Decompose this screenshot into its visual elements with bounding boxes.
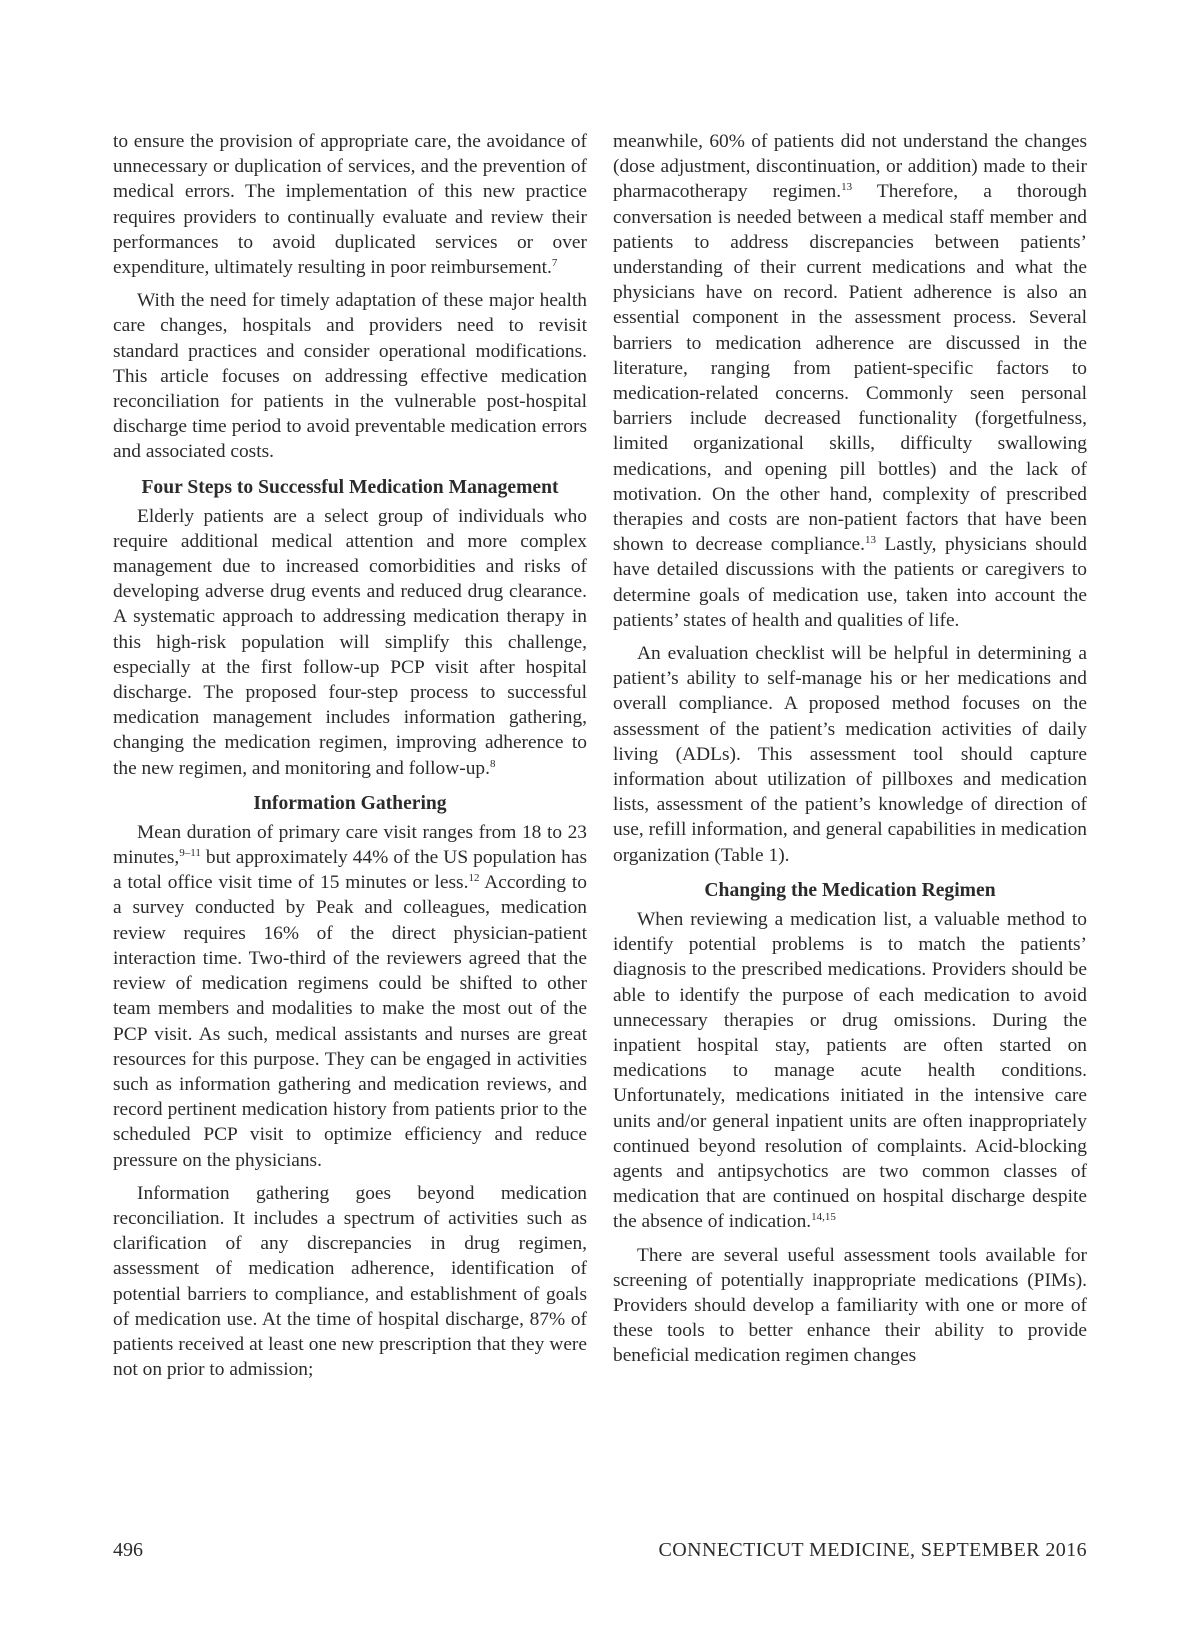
section-heading: Four Steps to Successful Medication Management — [141, 476, 559, 498]
citation-ref: 12 — [468, 872, 480, 885]
citation-ref: 7 — [551, 257, 558, 270]
paragraph: Information gathering goes beyond medication reconciliation. It includes a spectrum of activities such as clarification of any discrepancies in drug regimen, assessment of medication adherence, identification of potential barriers to compliance, and establishment of goals of medication use. At the time of hospital discharge, 87% of patients received at least one new prescription that they were not on prior to admission; — [113, 1182, 587, 1381]
paragraph: With the need for timely adaptation of these major health care changes, hospitals and providers need to revisit standard practices and consider operational modifications. This article focuses on addressing effective medication reconciliation for patients in the vulnerable post-hospital discharge time period to avoid preventable medication errors and associated costs. — [113, 290, 587, 463]
page-number: 496 — [113, 1539, 143, 1561]
section-heading: Information Gathering — [253, 792, 447, 814]
section-heading: Changing the Medication Regimen — [704, 879, 996, 901]
citation-ref: 13 — [841, 181, 853, 194]
citation-ref: 13 — [865, 534, 877, 547]
paragraph: When reviewing a medication list, a valuable method to identify potential problems is to match the patients’ diagnosis to the prescribed medications. Providers should be able to identify the purpose of each medication to avoid unnecessary therapies or drug omissions. During the inpatient hospital stay, patients are often started on medications to manage acute health conditions. Unfortunately, medications initiated in the intensive care units and/or general inpatient units are often inappropriately continued beyond resolution of complaints. Acid-blocking agents and antipsychotics are two common classes of medication that are continued on hospital discharge despite the absence of indication.$^{14,15}$ — [613, 908, 1087, 1233]
citation-ref: 8 — [489, 757, 496, 770]
paragraph: There are several useful assessment tools available for screening of potentially inappropriate medications (PIMs). Providers should develop a familiarity with one or more of these tools to better enhance their ability to provide beneficial medication regimen changes — [613, 1244, 1087, 1367]
left-column — [113, 129, 587, 1382]
right-column — [613, 129, 1087, 1369]
paragraph: Elderly patients are a select group of individuals who require additional medical attention and more complex management due to increased comorbidities and risks of developing adverse drug events and reduced drug clearance. A systematic approach to addressing medication therapy in this high-risk population will simplify this challenge, especially at the first follow-up PCP visit after hospital discharge. The proposed four-step process to successful medication management includes information gathering, changing the medication regimen, improving adherence to the new regimen, and monitoring and follow-up.$^8$ — [113, 505, 587, 779]
paragraph: meanwhile, 60% of patients did not understand the changes (dose adjustment, discontinuation, or addition) made to their pharmacotherapy regimen.$^{13}$ Therefore, a thorough conversation is needed between a medical staff member and patients to address discrepancies between patients’ understanding of their current medications and what the physicians have on record. Patient adherence is also an essential component in the assessment process. Several barriers to medication adherence are discussed in the literature, ranging from patient-specific factors to medication-related concerns. Commonly seen personal barriers include decreased functionality (forgetfulness, limited organizational skills, difficulty swallowing medications, and opening pill bottles) and the lack of motivation. On the other hand, complexity of prescribed therapies and costs are non-patient factors that have been shown to decrease compliance.$^{13}$ Lastly, physicians should have detailed discussions with the patients or caregivers to determine goals of medication use, taken into account the patients’ states of health and qualities of life. — [613, 131, 1087, 631]
citation-ref: 9–11 — [179, 847, 201, 860]
paragraph: to ensure the provision of appropriate care, the avoidance of unnecessary or duplication of services, and the prevention of medical errors. The implementation of this new practice requires providers to continually evaluate and review their performances to avoid duplicated services or over expenditure, ultimately resulting in poor reimbursement.$^7$ — [113, 131, 587, 279]
paragraph: An evaluation checklist will be helpful in determining a patient’s ability to self-manage his or her medications and overall compliance. A proposed method focuses on the assessment of the patient’s medication activities of daily living (ADLs). This assessment tool should capture information about utilization of pillboxes and medication lists, assessment of the patient’s knowledge of direction of use, refill information, and general capabilities in medication organization (Table 1). — [613, 643, 1087, 866]
journal-footer: CONNECTICUT MEDICINE, SEPTEMBER 2016 — [658, 1539, 1087, 1561]
citation-ref: 14,15 — [811, 1211, 836, 1224]
paragraph: Mean duration of primary care visit ranges from 18 to 23 minutes,$^{9-11}$ but approximately 44% of the US population has a total office visit time of 15 minutes or less.$^{12}$ According to a survey conducted by Peak and colleagues, medication review requires 16% of the direct physician-patient interaction time. Two-third of the reviewers agreed that the review of medication regimens could be shifted to other team members and modalities to make the most out of the PCP visit. As such, medical assistants and nurses are great resources for this purpose. They can be engaged in activities such as information gathering and medication reviews, and record pertinent medication history from patients prior to the scheduled PCP visit to optimize efficiency and reduce pressure on the physicians. — [113, 821, 587, 1171]
